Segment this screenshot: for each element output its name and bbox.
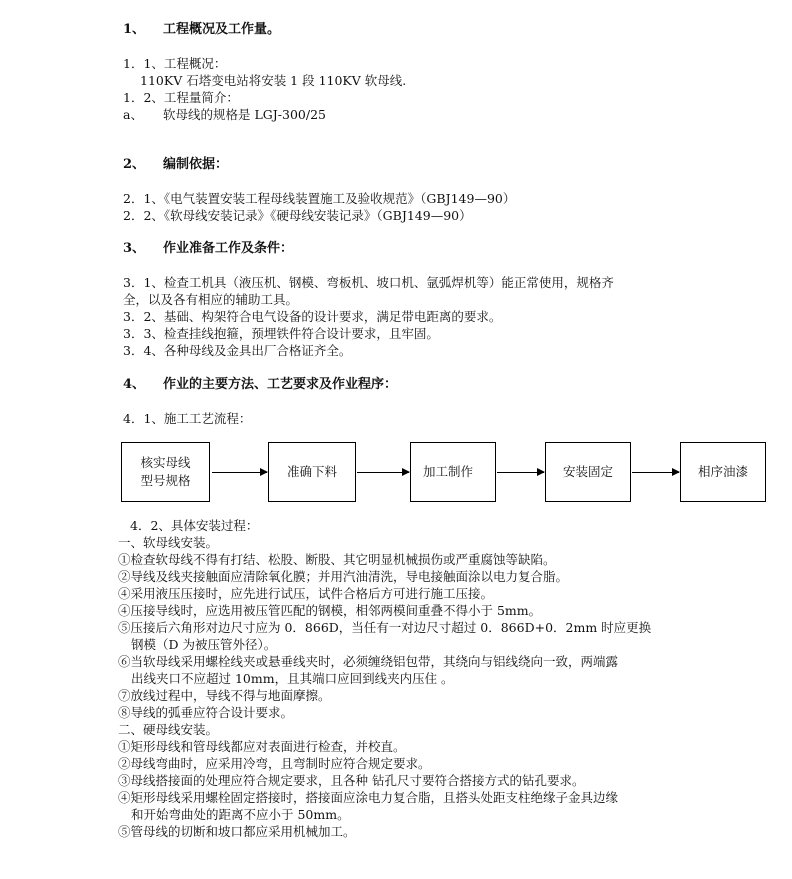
- s4-line-1: 4．1、施工工艺流程：: [123, 411, 252, 426]
- soft-item-cont: 出线夹口不应超过 10mm，且其端口应回到线夹内压住 。: [131, 671, 454, 686]
- item-label: a、: [123, 107, 143, 122]
- soft-item: ⑧导线的弧垂应符合设计要求。: [118, 705, 294, 720]
- section-number: 1、: [123, 22, 146, 37]
- flow-step-label: 核实母线: [140, 455, 191, 470]
- s3-line-1b: 全，以及各有相应的辅助工具。: [123, 292, 299, 307]
- s3-line-1: 3．1、检查工机具（液压机、钢模、弯板机、坡口机、氩弧焊机等）能正常使用，规格齐: [123, 275, 614, 290]
- section-1-heading: [123, 22, 280, 38]
- section-number: 4、: [123, 377, 146, 392]
- flow-step-label: 加工制作: [423, 464, 474, 479]
- s3-line-3: 3．3、检查挂线抱箍，预埋铁件符合设计要求，且牢固。: [123, 326, 439, 341]
- section-number: 2、: [123, 157, 146, 172]
- soft-item: ④压接导线时，应选用被压管匹配的钢模，相邻两模间重叠不得小于 5mm。: [118, 603, 542, 618]
- flow-arrow: [497, 472, 544, 473]
- flow-step-label: 安装固定: [562, 464, 613, 479]
- section-2-heading: [123, 157, 228, 173]
- hard-item: ③母线搭接面的处理应符合规定要求，且各种 钻孔尺寸要符合搭接方式的钻孔要求。: [118, 773, 585, 788]
- soft-item: ⑤压接后六角形对边尺寸应为 0．866D，当任有一对边尺寸超过 0．866D+0．2mm 时应更换: [118, 620, 652, 635]
- section-title: 编制依据：: [163, 157, 229, 172]
- flow-step-verify-busbar: [121, 442, 210, 502]
- flow-step-install: [545, 442, 631, 502]
- flow-arrow: [632, 472, 679, 473]
- s1-line-1: 1．1、工程概况：: [123, 56, 227, 71]
- flow-arrow: [357, 472, 409, 473]
- soft-item: ②导线及线夹接触面应清除氧化膜；并用汽油清洗，导电接触面涂以电力复合脂。: [118, 569, 569, 584]
- s1-line-4: [123, 107, 326, 123]
- section-number: 3、: [123, 241, 146, 256]
- item-text: 软母线的规格是 LGJ-300/25: [163, 107, 326, 122]
- hard-item: ①矩形母线和管母线都应对表面进行检查，并校直。: [118, 739, 406, 754]
- hard-item-cont: 和开始弯曲处的距离不应小于 50mm。: [131, 807, 350, 822]
- flow-step-painting: [680, 442, 766, 502]
- flow-step-label: 准确下料: [286, 464, 337, 479]
- section-title: 作业的主要方法、工艺要求及作业程序：: [163, 377, 398, 392]
- flow-step-label: 型号规格: [140, 473, 191, 488]
- flow-step-cutting: [268, 442, 356, 502]
- soft-item: ④采用液压压接时，应先进行试压，试件合格后方可进行施工压接。: [118, 586, 494, 601]
- hard-item: ②母线弯曲时，应采用冷弯，且弯制时应符合规定要求。: [118, 756, 431, 771]
- s2-line-2: 2．2、《软母线安装记录》《硬母线安装记录》（GBJ149—90）: [123, 208, 472, 223]
- soft-item: ⑦放线过程中，导线不得与地面摩擦。: [118, 688, 331, 703]
- hard-busbar-title: 二、硬母线安装。: [118, 722, 219, 737]
- soft-item: ⑥当软母线采用螺栓线夹或悬垂线夹时，必须缠绕铝包带，其绕向与铝线绕向一致，两端露: [118, 654, 619, 669]
- s3-line-4: 3．4、各种母线及金具出厂合格证齐全。: [123, 343, 352, 358]
- flow-arrow: [212, 472, 267, 473]
- s2-line-1: 2．1、《电气装置安装工程母线装置施工及验收规范》（GBJ149—90）: [123, 191, 516, 206]
- soft-busbar-title: 一、软母线安装。: [118, 535, 219, 550]
- soft-item-cont: 钢模（D 为被压管外径）。: [131, 637, 277, 652]
- section-title: 作业准备工作及条件：: [163, 241, 294, 256]
- section-3-heading: [123, 241, 293, 257]
- s4-line-2: 4．2、具体安装过程：: [130, 518, 259, 533]
- s1-line-3: 1．2、工程量简介：: [123, 90, 239, 105]
- s3-line-2: 3．2、基础、构架符合电气设备的设计要求，满足带电距离的要求。: [123, 309, 502, 324]
- section-title: 工程概况及工作量。: [163, 22, 281, 37]
- s1-line-2: 110KV 石塔变电站将安装 1 段 110KV 软母线.: [140, 73, 407, 88]
- flow-step-processing: [410, 442, 496, 502]
- hard-item: ⑤管母线的切断和坡口都应采用机械加工。: [118, 824, 356, 839]
- flow-step-label: 相序油漆: [697, 464, 748, 479]
- section-4-heading: [123, 377, 397, 393]
- soft-item: ①检查软母线不得有打结、松股、断股、其它明显机械损伤或严重腐蚀等缺陷。: [118, 552, 556, 567]
- hard-item: ④矩形母线采用螺栓固定搭接时，搭接面应涂电力复合脂，且搭头处距支柱绝缘子金具边缘: [118, 790, 619, 805]
